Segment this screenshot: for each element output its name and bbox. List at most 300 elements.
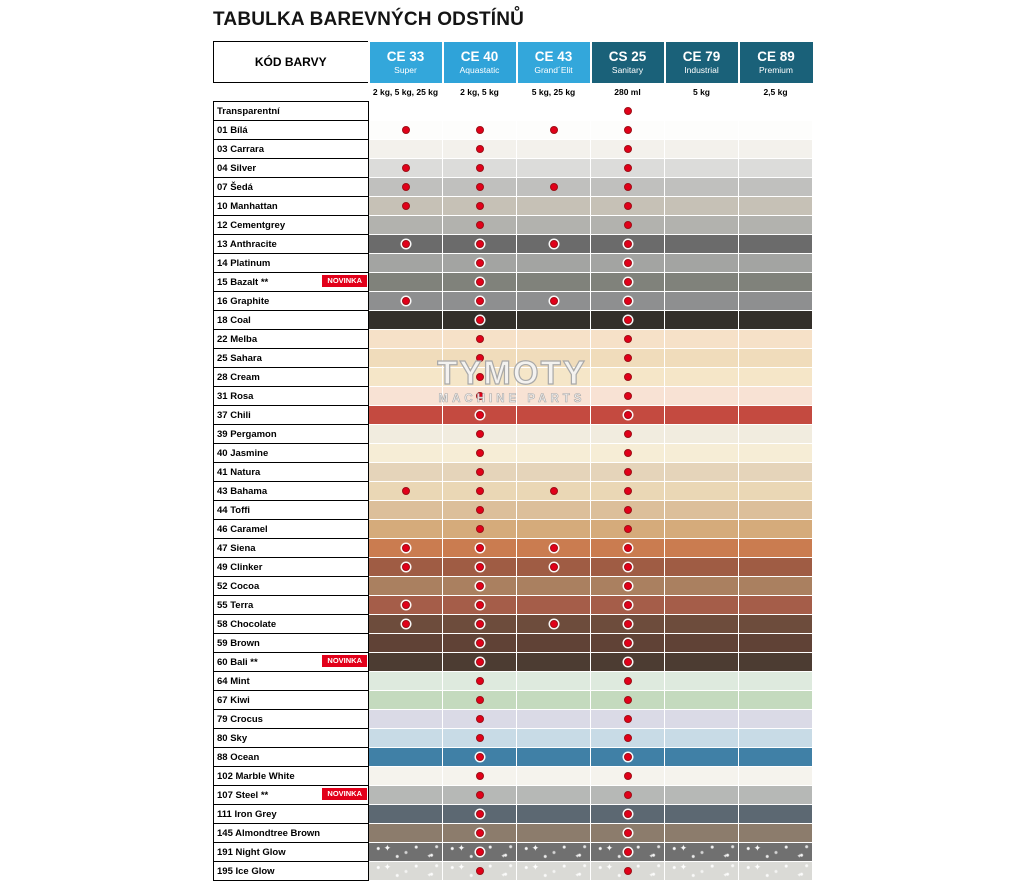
swatch-cell [591, 482, 665, 501]
table-row [214, 425, 813, 444]
watermark-line1: TYMOTY [437, 354, 587, 391]
swatch-cell [665, 235, 739, 254]
swatch-cell [591, 558, 665, 577]
swatch-cell [369, 596, 443, 615]
packaging-empty-cell [214, 83, 369, 102]
color-name-label: 18 Coal [217, 314, 251, 326]
table-row [214, 254, 813, 273]
swatch-cell [517, 121, 591, 140]
color-name-label: 37 Chili [217, 409, 251, 421]
availability-dot [624, 582, 632, 590]
availability-dot [476, 126, 484, 134]
color-name-cell [214, 178, 369, 197]
availability-dot [476, 335, 484, 343]
swatch-cell [665, 862, 739, 881]
availability-dot [624, 373, 632, 381]
swatch-cell [517, 767, 591, 786]
availability-dot [476, 297, 484, 305]
swatch-cell [739, 387, 813, 406]
swatch-cell [591, 425, 665, 444]
swatch-cell [591, 615, 665, 634]
swatch-cell [591, 159, 665, 178]
packaging-cell: 2,5 kg [739, 83, 813, 102]
color-name-label: 107 Steel ** [217, 789, 269, 801]
availability-dot [624, 791, 632, 799]
availability-dot [550, 563, 558, 571]
swatch-cell [369, 558, 443, 577]
color-name-label: 01 Bílá [217, 124, 248, 136]
product-name: CE 33 [386, 49, 425, 65]
color-name-cell [214, 463, 369, 482]
table-row [214, 729, 813, 748]
swatch-cell [665, 368, 739, 387]
table-row [214, 159, 813, 178]
swatch-cell [591, 729, 665, 748]
swatch-cell [443, 254, 517, 273]
swatch-cell [443, 425, 517, 444]
availability-dot [476, 468, 484, 476]
swatch-cell [591, 121, 665, 140]
availability-dot [476, 240, 484, 248]
swatch-cell [665, 824, 739, 843]
swatch-cell [369, 444, 443, 463]
availability-dot [624, 430, 632, 438]
swatch-cell [591, 653, 665, 672]
availability-dot [476, 867, 484, 875]
color-name-label: 52 Cocoa [217, 580, 260, 592]
swatch-cell [665, 482, 739, 501]
swatch-cell [517, 729, 591, 748]
availability-dot [624, 411, 632, 419]
swatch-cell [443, 634, 517, 653]
swatch-cell [591, 178, 665, 197]
swatch-cell [591, 197, 665, 216]
availability-dot [624, 145, 632, 153]
availability-dot [624, 829, 632, 837]
swatch-cell [369, 102, 443, 121]
swatch-cell [591, 330, 665, 349]
availability-dot [476, 829, 484, 837]
product-header-ce89 [739, 42, 813, 83]
product-name: CE 89 [757, 49, 795, 65]
availability-dot [476, 544, 484, 552]
swatch-cell [665, 729, 739, 748]
availability-dot [476, 221, 484, 229]
color-name-cell [214, 406, 369, 425]
color-name-label: 58 Chocolate [217, 618, 277, 630]
color-name-cell [214, 159, 369, 178]
availability-dot [476, 145, 484, 153]
swatch-cell [665, 463, 739, 482]
swatch-cell [443, 463, 517, 482]
color-name-label: 13 Anthracite [217, 238, 277, 250]
swatch-cell [591, 463, 665, 482]
swatch-cell [517, 311, 591, 330]
availability-dot [624, 240, 632, 248]
color-name-label: 59 Brown [217, 637, 260, 649]
swatch-cell [517, 691, 591, 710]
color-name-label: 22 Melba [217, 333, 258, 345]
swatch-cell [739, 406, 813, 425]
swatch-cell [443, 368, 517, 387]
color-name-label: 47 Siena [217, 542, 256, 554]
swatch-cell [591, 102, 665, 121]
novinka-badge: NOVINKA [322, 275, 367, 287]
color-name-cell [214, 254, 369, 273]
swatch-cell [369, 691, 443, 710]
swatch-cell [369, 805, 443, 824]
availability-dot [402, 563, 410, 571]
code-header: KÓD BARVY [214, 42, 369, 83]
product-header-ce33 [369, 42, 443, 83]
swatch-cell [517, 672, 591, 691]
swatch-cell [369, 368, 443, 387]
swatch-cell [591, 235, 665, 254]
color-name-label: 07 Šedá [217, 181, 253, 193]
availability-dot [624, 544, 632, 552]
table-row [214, 349, 813, 368]
swatch-cell [369, 349, 443, 368]
swatch-cell [665, 102, 739, 121]
availability-dot [476, 259, 484, 267]
color-name-cell [214, 672, 369, 691]
swatch-cell [369, 311, 443, 330]
swatch-cell [739, 178, 813, 197]
swatch-cell [443, 843, 517, 862]
availability-dot [550, 297, 558, 305]
swatch-cell [739, 425, 813, 444]
color-name-cell [214, 596, 369, 615]
swatch-cell [665, 786, 739, 805]
table-row [214, 710, 813, 729]
color-name-label: 14 Platinum [217, 257, 271, 269]
table-row [214, 463, 813, 482]
product-subtitle: Sanitary [611, 64, 644, 75]
swatch-cell [665, 216, 739, 235]
swatch-cell [739, 634, 813, 653]
swatch-cell [739, 349, 813, 368]
swatch-cell [369, 292, 443, 311]
table-row [214, 140, 813, 159]
product-name: CE 79 [682, 49, 721, 65]
availability-dot [550, 620, 558, 628]
swatch-cell [591, 596, 665, 615]
swatch-cell [443, 691, 517, 710]
color-name-cell [214, 824, 369, 843]
packaging-cell: 280 ml [591, 83, 665, 102]
table-row [214, 596, 813, 615]
availability-dot [476, 677, 484, 685]
swatch-cell [517, 577, 591, 596]
color-name-label: 88 Ocean [217, 751, 260, 763]
swatch-cell [443, 558, 517, 577]
color-name-cell [214, 691, 369, 710]
availability-dot [476, 506, 484, 514]
color-name-label: 195 Ice Glow [217, 865, 275, 877]
color-table [213, 41, 813, 881]
availability-dot [476, 373, 484, 381]
swatch-cell [443, 577, 517, 596]
swatch-cell [443, 349, 517, 368]
swatch-cell [739, 102, 813, 121]
color-name-cell [214, 615, 369, 634]
color-name-label: 28 Cream [217, 371, 260, 383]
table-row [214, 102, 813, 121]
table-row [214, 805, 813, 824]
swatch-cell [517, 824, 591, 843]
swatch-cell [739, 710, 813, 729]
swatch-cell [665, 292, 739, 311]
swatch-cell [739, 482, 813, 501]
swatch-cell [517, 159, 591, 178]
table-row [214, 691, 813, 710]
color-name-cell [214, 330, 369, 349]
availability-dot [624, 468, 632, 476]
table-row [214, 748, 813, 767]
swatch-cell [665, 444, 739, 463]
swatch-cell [517, 786, 591, 805]
swatch-cell [517, 539, 591, 558]
swatch-cell [591, 748, 665, 767]
color-name-label: 40 Jasmine [217, 447, 269, 459]
swatch-cell [369, 178, 443, 197]
swatch-cell [739, 805, 813, 824]
swatch-cell [665, 159, 739, 178]
swatch-cell [369, 710, 443, 729]
swatch-cell [591, 387, 665, 406]
swatch-cell [369, 121, 443, 140]
table-row [214, 862, 813, 881]
swatch-cell [665, 615, 739, 634]
swatch-cell [369, 254, 443, 273]
swatch-cell [739, 539, 813, 558]
color-name-label: 41 Natura [217, 466, 261, 478]
swatch-cell [443, 121, 517, 140]
availability-dot [624, 525, 632, 533]
swatch-cell [443, 235, 517, 254]
swatch-cell [591, 254, 665, 273]
availability-dot [624, 449, 632, 457]
table-row [214, 311, 813, 330]
swatch-cell [665, 406, 739, 425]
swatch-cell [739, 824, 813, 843]
availability-dot [624, 259, 632, 267]
availability-dot [402, 202, 410, 210]
swatch-cell [443, 653, 517, 672]
swatch-cell [665, 748, 739, 767]
color-name-label: 04 Silver [217, 162, 257, 174]
swatch-cell [665, 520, 739, 539]
color-name-cell [214, 729, 369, 748]
table-row [214, 292, 813, 311]
novinka-badge: NOVINKA [322, 655, 367, 667]
availability-dot [476, 753, 484, 761]
availability-dot [476, 639, 484, 647]
swatch-cell [665, 539, 739, 558]
swatch-cell [665, 596, 739, 615]
swatch-cell [739, 330, 813, 349]
swatch-cell [369, 235, 443, 254]
color-name-cell [214, 520, 369, 539]
color-name-cell [214, 862, 369, 881]
swatch-cell [739, 254, 813, 273]
product-name: CE 43 [534, 49, 573, 65]
availability-dot [624, 107, 632, 115]
color-name-cell [214, 653, 369, 672]
availability-dot [624, 734, 632, 742]
color-name-cell [214, 786, 369, 805]
color-name-label: 43 Bahama [217, 485, 268, 497]
color-name-label: 60 Bali ** [217, 656, 258, 668]
availability-dot [402, 126, 410, 134]
table-row [214, 577, 813, 596]
swatch-cell [443, 710, 517, 729]
swatch-cell [591, 311, 665, 330]
swatch-cell [517, 178, 591, 197]
swatch-cell [665, 710, 739, 729]
swatch-cell [443, 406, 517, 425]
swatch-cell [517, 425, 591, 444]
table-row [214, 444, 813, 463]
swatch-cell [739, 691, 813, 710]
color-name-label: 191 Night Glow [217, 846, 286, 858]
swatch-cell [665, 197, 739, 216]
color-name-cell [214, 311, 369, 330]
color-name-label: 15 Bazalt ** [217, 276, 269, 288]
availability-dot [476, 620, 484, 628]
swatch-cell [517, 235, 591, 254]
color-name-label: 80 Sky [217, 732, 248, 744]
availability-dot [476, 848, 484, 856]
swatch-cell [443, 387, 517, 406]
table-row [214, 824, 813, 843]
swatch-cell [665, 558, 739, 577]
availability-dot [624, 335, 632, 343]
availability-dot [624, 297, 632, 305]
table-row [214, 121, 813, 140]
swatch-cell [517, 501, 591, 520]
availability-dot [402, 240, 410, 248]
color-name-cell [214, 444, 369, 463]
swatch-cell [665, 501, 739, 520]
swatch-cell [443, 311, 517, 330]
swatch-cell [369, 672, 443, 691]
swatch-cell [443, 520, 517, 539]
availability-dot [550, 240, 558, 248]
swatch-cell [443, 824, 517, 843]
color-name-cell [214, 197, 369, 216]
swatch-cell [739, 140, 813, 159]
swatch-cell [739, 197, 813, 216]
availability-dot [624, 487, 632, 495]
swatch-cell [665, 672, 739, 691]
swatch-cell [591, 710, 665, 729]
page-title: TABULKA BAREVNÝCH ODSTÍNŮ [213, 9, 525, 30]
availability-dot [476, 658, 484, 666]
swatch-cell [591, 691, 665, 710]
swatch-cell [443, 767, 517, 786]
swatch-cell [369, 577, 443, 596]
table-row [214, 406, 813, 425]
swatch-cell [739, 501, 813, 520]
swatch-cell [517, 558, 591, 577]
table-row [214, 653, 813, 672]
color-name-label: 145 Almondtree Brown [217, 827, 321, 839]
availability-dot [550, 126, 558, 134]
swatch-cell [591, 634, 665, 653]
swatch-cell [591, 824, 665, 843]
color-name-cell [214, 577, 369, 596]
table-row [214, 273, 813, 292]
table-row [214, 501, 813, 520]
table-row [214, 482, 813, 501]
swatch-cell [443, 805, 517, 824]
availability-dot [624, 620, 632, 628]
color-name-cell [214, 273, 369, 292]
availability-dot [476, 791, 484, 799]
swatch-cell [591, 520, 665, 539]
color-name-cell [214, 349, 369, 368]
availability-dot [476, 164, 484, 172]
product-header-ce40 [443, 42, 517, 83]
swatch-cell [591, 273, 665, 292]
swatch-cell [739, 121, 813, 140]
swatch-cell [739, 653, 813, 672]
swatch-cell [665, 140, 739, 159]
swatch-cell [369, 387, 443, 406]
color-name-cell [214, 748, 369, 767]
table-row [214, 786, 813, 805]
swatch-cell [591, 501, 665, 520]
color-name-cell [214, 843, 369, 862]
swatch-cell [517, 197, 591, 216]
availability-dot [476, 563, 484, 571]
swatch-cell [665, 121, 739, 140]
swatch-cell [369, 482, 443, 501]
swatch-cell [369, 539, 443, 558]
availability-dot [476, 278, 484, 286]
swatch-cell [739, 311, 813, 330]
swatch-cell [369, 140, 443, 159]
swatch-cell [739, 767, 813, 786]
availability-dot [624, 772, 632, 780]
availability-dot [624, 696, 632, 704]
swatch-cell [517, 463, 591, 482]
packaging-cell: 5 kg, 25 kg [517, 83, 591, 102]
availability-dot [624, 867, 632, 875]
swatch-cell [665, 634, 739, 653]
swatch-cell [369, 197, 443, 216]
table-row [214, 843, 813, 862]
availability-dot [624, 563, 632, 571]
swatch-cell [517, 292, 591, 311]
swatch-cell [665, 254, 739, 273]
swatch-cell [665, 425, 739, 444]
swatch-cell [517, 520, 591, 539]
availability-dot [402, 164, 410, 172]
availability-dot [624, 164, 632, 172]
color-name-label: 67 Kiwi [217, 694, 250, 706]
availability-dot [402, 601, 410, 609]
availability-dot [476, 525, 484, 533]
color-name-cell [214, 102, 369, 121]
swatch-cell [369, 748, 443, 767]
table-row [214, 767, 813, 786]
color-name-label: 49 Clinker [217, 561, 263, 573]
color-name-cell [214, 387, 369, 406]
swatch-cell [517, 102, 591, 121]
availability-dot [624, 183, 632, 191]
